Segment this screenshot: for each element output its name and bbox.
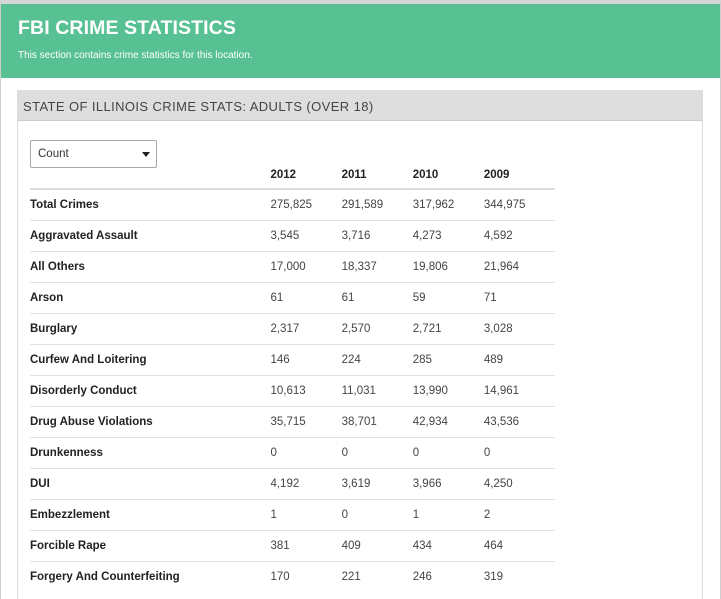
table-row [30, 530, 555, 561]
cell-value: 21,964 [484, 251, 555, 282]
cell-value: 3,716 [342, 220, 413, 251]
cell-value: 13,990 [413, 375, 484, 406]
cell-value: 464 [484, 530, 555, 561]
cell-value: 0 [270, 437, 341, 468]
table-row [30, 189, 555, 220]
row-label: Aggravated Assault [30, 220, 270, 251]
table-row [30, 375, 555, 406]
cell-value: 3,028 [484, 313, 555, 344]
cell-value: 409 [342, 530, 413, 561]
page-subtitle: This section contains crime statistics for this location. [18, 50, 253, 61]
cell-value: 17,000 [270, 251, 341, 282]
cell-value: 35,715 [270, 406, 341, 437]
cell-value: 0 [413, 437, 484, 468]
cell-value: 4,250 [484, 468, 555, 499]
cell-value: 1 [270, 499, 341, 530]
cell-value: 3,545 [270, 220, 341, 251]
row-label: Forgery And Counterfeiting [30, 561, 270, 592]
row-label: Arson [30, 282, 270, 313]
cell-value: 285 [413, 344, 484, 375]
section-header [17, 90, 703, 121]
cell-value: 317,962 [413, 189, 484, 220]
metric-select-value: Count [38, 148, 69, 160]
cell-value: 61 [270, 282, 341, 313]
page-title: FBI CRIME STATISTICS [18, 17, 236, 39]
cell-value: 381 [270, 530, 341, 561]
table-row [30, 282, 555, 313]
row-label: DUI [30, 468, 270, 499]
cell-value: 19,806 [413, 251, 484, 282]
row-label: All Others [30, 251, 270, 282]
cell-value: 61 [342, 282, 413, 313]
row-label: Forcible Rape [30, 530, 270, 561]
cell-value: 3,966 [413, 468, 484, 499]
cell-value: 246 [413, 561, 484, 592]
cell-value: 0 [342, 437, 413, 468]
table-row [30, 220, 555, 251]
row-label: Total Crimes [30, 189, 270, 220]
cell-value: 146 [270, 344, 341, 375]
table-row [30, 437, 555, 468]
cell-value: 18,337 [342, 251, 413, 282]
cell-value: 0 [484, 437, 555, 468]
cell-value: 1 [413, 499, 484, 530]
cell-value: 221 [342, 561, 413, 592]
cell-value: 344,975 [484, 189, 555, 220]
cell-value: 4,192 [270, 468, 341, 499]
cell-value: 434 [413, 530, 484, 561]
table-row [30, 499, 555, 530]
cell-value: 38,701 [342, 406, 413, 437]
row-label: Drunkenness [30, 437, 270, 468]
cell-value: 11,031 [342, 375, 413, 406]
cell-value: 170 [270, 561, 341, 592]
cell-value: 42,934 [413, 406, 484, 437]
row-label: Disorderly Conduct [30, 375, 270, 406]
cell-value: 2,570 [342, 313, 413, 344]
cell-value: 3,619 [342, 468, 413, 499]
cell-value: 0 [342, 499, 413, 530]
cell-value: 71 [484, 282, 555, 313]
metric-select[interactable] [30, 140, 157, 168]
cell-value: 4,592 [484, 220, 555, 251]
cell-value: 2,721 [413, 313, 484, 344]
cell-value: 14,961 [484, 375, 555, 406]
cell-value: 43,536 [484, 406, 555, 437]
cell-value: 275,825 [270, 189, 341, 220]
column-header-2011: 2011 [341, 169, 367, 181]
cell-value: 489 [484, 344, 555, 375]
cell-value: 4,273 [413, 220, 484, 251]
table-row [30, 468, 555, 499]
row-label: Curfew And Loitering [30, 344, 270, 375]
cell-value: 291,589 [342, 189, 413, 220]
table-row [30, 313, 555, 344]
row-label: Burglary [30, 313, 270, 344]
cell-value: 224 [342, 344, 413, 375]
table-row [30, 251, 555, 282]
section-title: STATE OF ILLINOIS CRIME STATS: ADULTS (OVER 18) [23, 99, 374, 114]
row-label: Drug Abuse Violations [30, 406, 270, 437]
cell-value: 59 [413, 282, 484, 313]
crime-stats-table [30, 160, 555, 592]
table-row [30, 406, 555, 437]
caret-down-icon [142, 152, 150, 157]
cell-value: 2,317 [270, 313, 341, 344]
column-header-2010: 2010 [412, 169, 439, 181]
header-banner [1, 4, 720, 78]
column-header-2009: 2009 [483, 169, 510, 181]
column-header-2012: 2012 [270, 169, 297, 181]
cell-value: 2 [484, 499, 555, 530]
table-row [30, 561, 555, 592]
cell-value: 319 [484, 561, 555, 592]
cell-value: 10,613 [270, 375, 341, 406]
table-row [30, 344, 555, 375]
row-label: Embezzlement [30, 499, 270, 530]
